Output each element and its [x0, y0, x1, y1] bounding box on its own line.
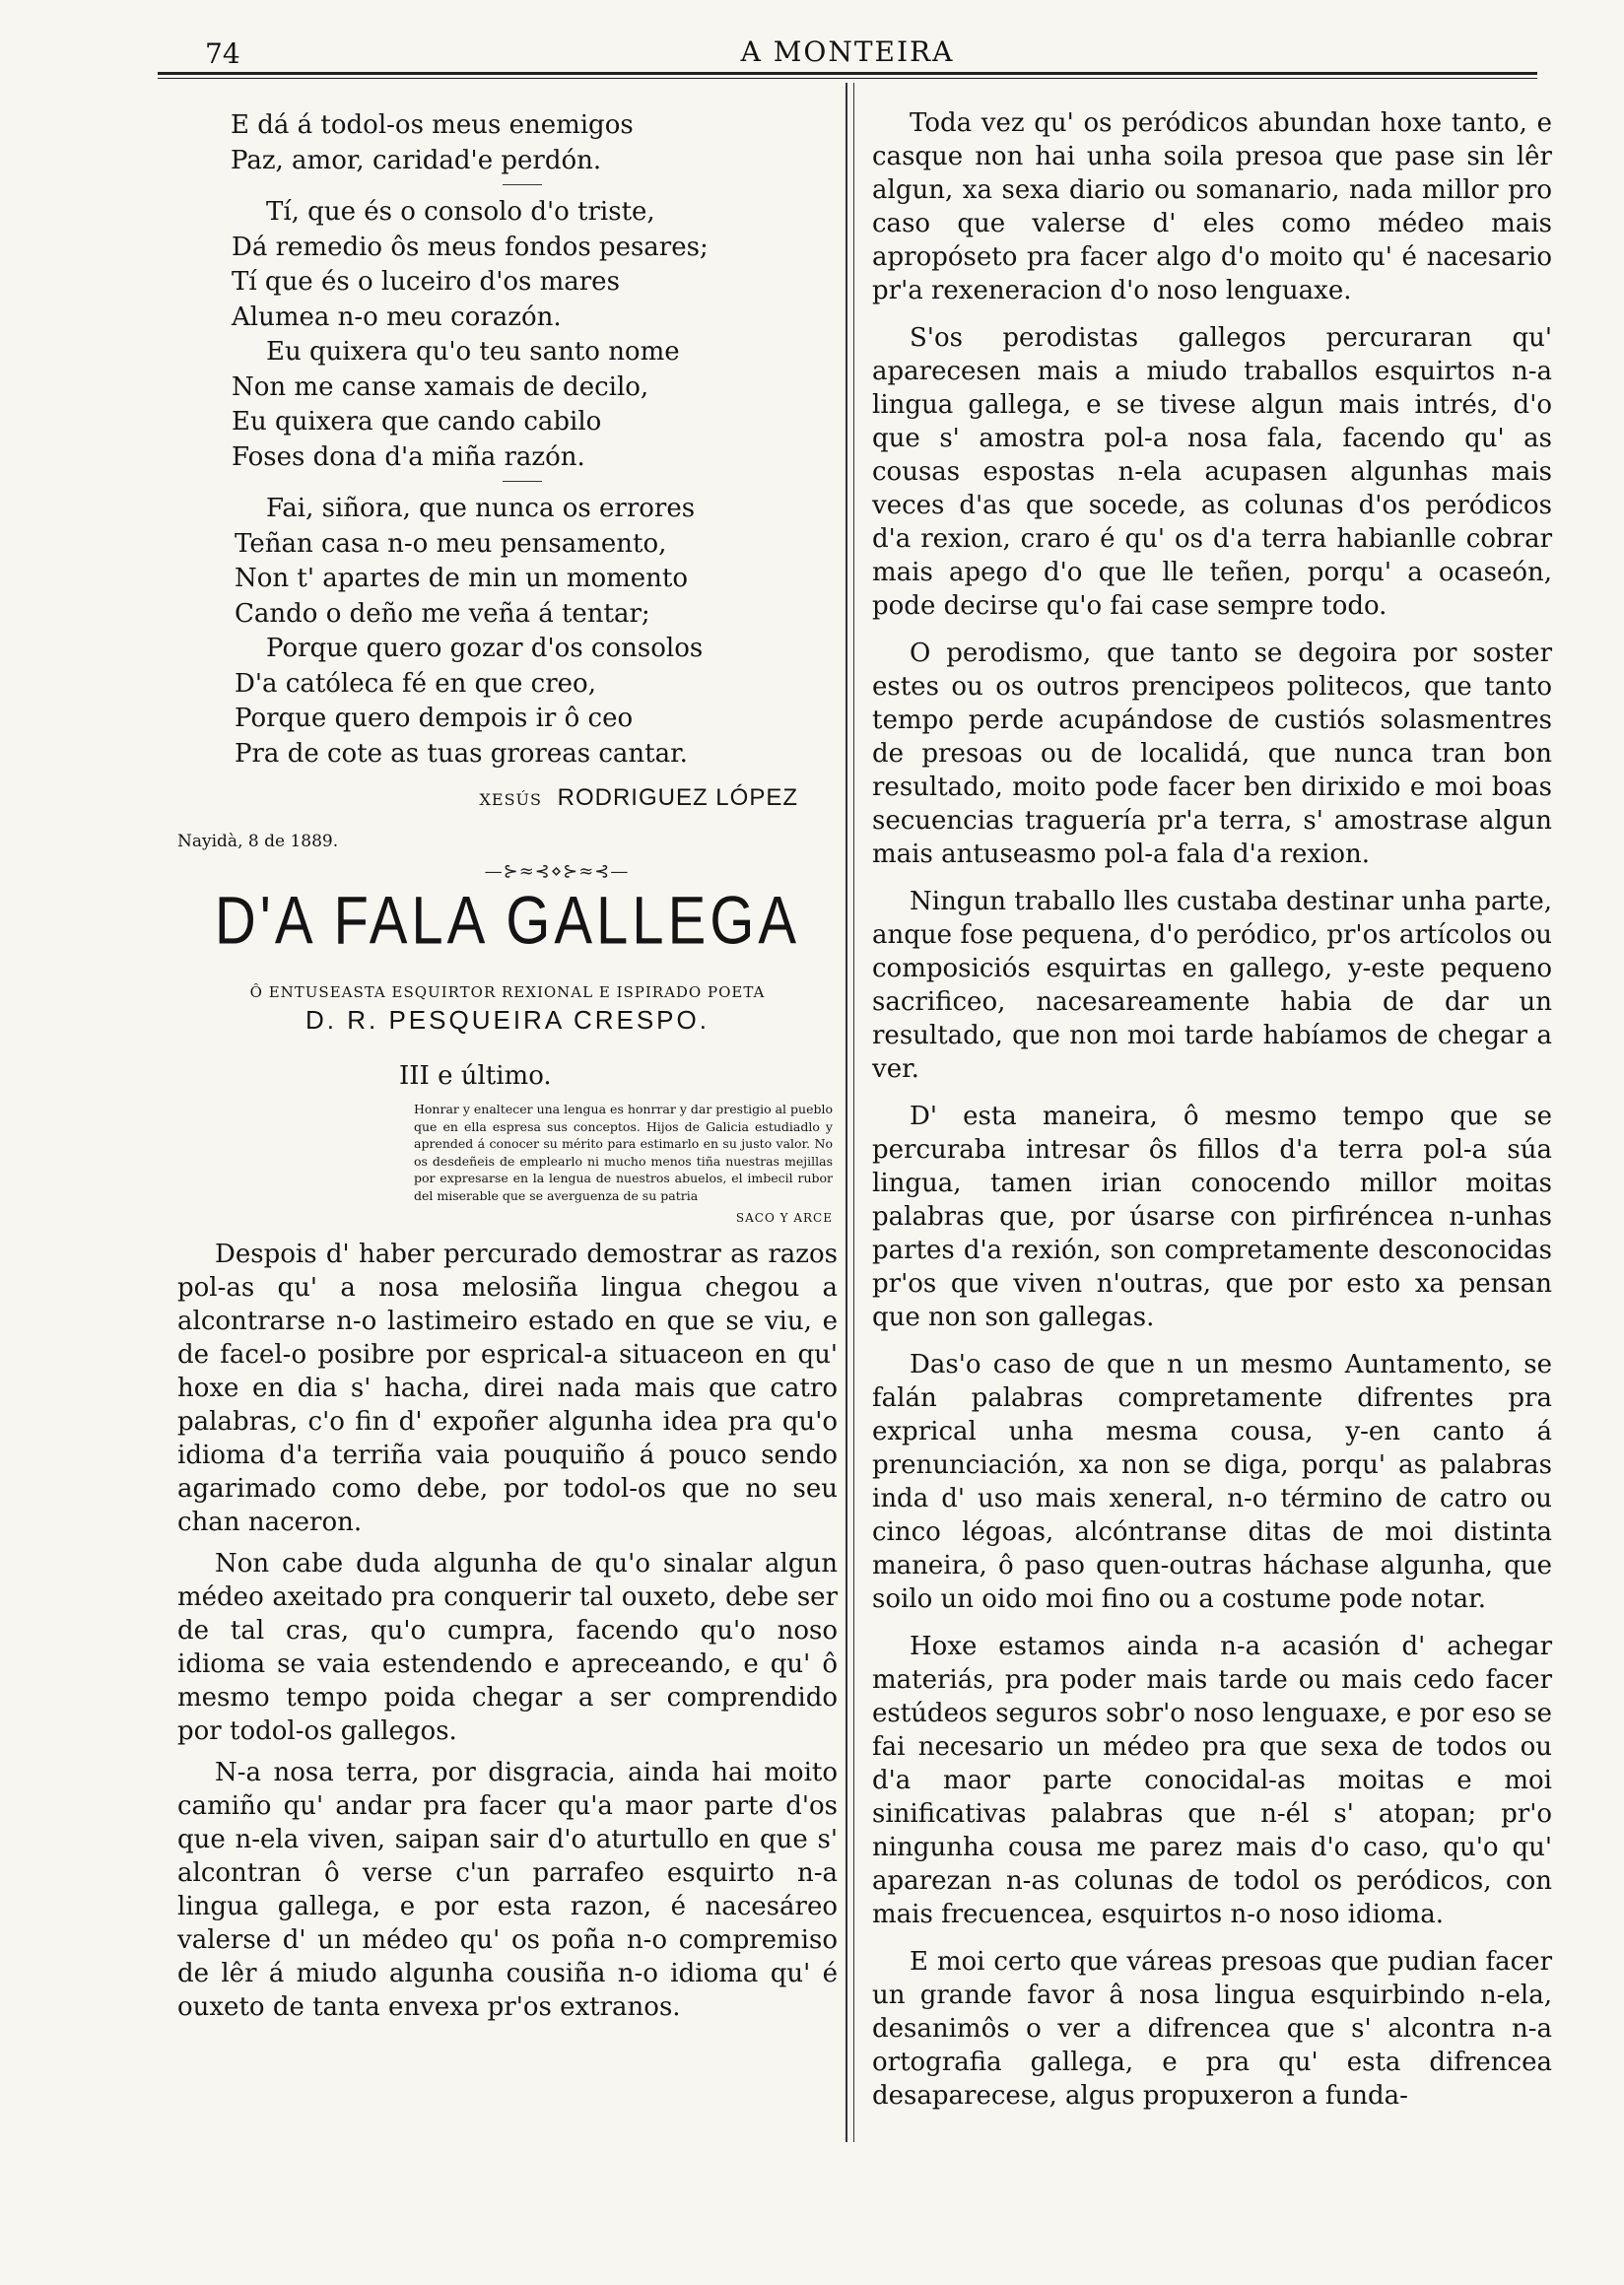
poem-line: Paz, amor, caridad'e perdón.: [231, 145, 602, 175]
article-paragraph: Despois d' haber percurado demostrar as razos pol-as qu' a nosa melosiña lingua chegou a alcontrarse n-o lastimeiro estado en que se viu, e de facel-o posibre por esprical-a situaceon en qu' hoxe en dia s' hacha, direi nada mais que catro palabras, c'o fin d' expoñer algunha idea pra qu'o idioma d'a terriña vaia pouquiño á pouco sendo agarimado como debe, por todol-os que no seu chan naceron.: [177, 1239, 838, 1537]
poem-stanza: [177, 195, 838, 475]
article-paragraph: Hoxe estamos ainda n-a acasión d' achegar materiás, pra poder mais tarde ou mais cedo facer estúdeos seguros sobr'o noso lenguaxe, e por eso se fai necesario un médeo pra que sexa de todos ou d'a maor parte conocidal-as moitas e moi sinificativas palabras que n-él s' atopan; pr'o ningunha cousa me parez mais d'o caso, qu'o qu' aparezan n-as colunas de todol os peródicos, con mais frecuencea, esquirtos n-o noso idioma.: [872, 1632, 1552, 1929]
header-rule: [158, 72, 1537, 75]
poem: [177, 108, 838, 851]
poem-line: Eu quixera qu'o teu santo nome: [266, 337, 680, 367]
poem-line: Eu quixera que cando cabilo: [232, 407, 602, 437]
poem-line: D'a católeca fé en que creo,: [235, 668, 596, 699]
poem-line: Cando o deño me veña á tentar;: [235, 598, 650, 629]
article-paragraph: E moi certo que váreas presoas que pudian facer un grande favor â nosa lingua esquirbindo n-ela, desanimôs o ver a difrencea que s' alcontra n-a ortografia gallega, e pra qu' esta difrencea desaparecese, algus propuxeron a funda-: [872, 1947, 1552, 2111]
epigraph-text: Honrar y enaltecer una lengua es honrrar y dar prestigio al pueblo que en ella espresa sus conceptos. Hijos de Galicia estudiadlo y aprended á conocer su mérito para estimarlo en su justo valor. No os desdeñeis de emplearlo ni mucho menos tiña nuestras mejillas por expresarse en la lengua de nuestros abuelos, el imbecil rubor del miserable que se averguenza de su patria: [414, 1102, 833, 1203]
article-dedicatee: D. R. PESQUEIRA CRESPO.: [305, 1005, 710, 1035]
article-paragraph: Das'o caso de que n un mesmo Auntamento, se falán palabras compretamente difrentes pra exprical unha mesma cousa, y-en canto á prenunciación, xa non se diga, porqu' as palabras inda d' uso mais xeneral, n-o término de catro ou cinco légoas, alcóntranse ditas de moi distinta maneira, ô paso quen-outras háchase algunha, que soilo un oido moi fino ou a costume pode notar.: [872, 1350, 1552, 1614]
poem-line: Teñan casa n-o meu pensamento,: [235, 528, 667, 559]
article-paragraph: Non cabe duda algunha de qu'o sinalar algun médeo axeitado pra conquerir tal ouxeto, debe ser de tal cras, qu'o cumpra, facendo qu'o noso idioma se vaia estendendo e apreceando, e qu' ô mesmo tempo poida chegar a ser comprendido por todol-os gallegos.: [177, 1548, 838, 1746]
right-column: [872, 106, 1552, 2126]
article-paragraph: Ningun traballo lles custaba destinar unha parte, anque fose pequena, d'o peródico, pr'os artícolos ou composiciós esquirtas en gallego, y-este pequeno sacrificeo, nacesareamente habia de dar un resultado, que non moi tarde habíamos de chegar a ver.: [872, 887, 1552, 1084]
article-dedication: Ô ENTUSEASTA ESQUIRTOR REXIONAL E ISPIRADO POETA: [249, 983, 766, 1001]
place-date: Nayidà, 8 de 1889.: [177, 832, 339, 851]
article-paragraph: D' esta maneira, ô mesmo tempo que se percuraba intresar ôs fillos d'a terra pol-a súa lingua, tamen irian conocendo millor moitas palabras que, por úsarse con pirfiréncea n-unhas partes d'a rexión, son compretamente desconocidas pr'os que viven n'outras, que por esto xa pensan que non son gallegas.: [872, 1102, 1552, 1332]
poem-line: Non t' apartes de min un momento: [235, 564, 689, 593]
epigraph-author: SACO Y ARCE: [735, 1211, 833, 1225]
page-header: [158, 30, 1537, 69]
poem-stanza: [177, 108, 838, 178]
header-rule-thin: [158, 78, 1537, 79]
poem-line: Foses dona d'a miña razón.: [232, 441, 585, 472]
poem-signature: [177, 783, 798, 812]
column-divider-thin: [853, 83, 854, 2142]
ornament-divider: —⊱≈⊰⋄⊱≈⊰—: [484, 861, 630, 882]
poem-line: Porque quero dempois ir ô ceo: [235, 704, 634, 733]
stanza-separator: [503, 184, 542, 185]
article-title: D'A FALA GALLEGA: [214, 883, 801, 959]
poem-line: Porque quero gozar d'os consolos: [266, 634, 704, 663]
article-part: III e último.: [399, 1061, 552, 1091]
journal-title: A MONTEIRA: [740, 35, 955, 68]
epigraph: [414, 1101, 833, 1228]
signature-first-name: XESÚS: [479, 790, 542, 809]
article-paragraph: N-a nosa terra, por disgracia, ainda hai moito camiño qu' andar pra facer qu'a maor parte d'os que n-ela viven, saipan sair d'o aturtullo en que s' alcontran ô verse c'un parrafeo esquirto n-a lingua gallega, e por esta razon, é nacesáreo valerse d' un médeo qu' os poña n-o compremiso de lêr á miudo algunha cousiña n-o idioma qu' é ouxeto de tanta envexa pr'os extranos.: [177, 1757, 838, 2022]
left-column: [177, 108, 838, 2032]
poem-line: Tí que és o luceiro d'os mares: [232, 267, 620, 297]
article-paragraph: S'os perodistas gallegos percuraran qu' aparecesen mais a miudo traballos esquirtos n-a lingua gallega, e se tivese algun mais intrés, d'o que s' amostra pol-a nosa fala, facendo qu' as cousas espostas n-ela acupasen algunhas mais veces d'as que socede, as colunas d'os peródicos d'a rexion, craro é qu' os d'a terra habianlle cobrar mais apego d'o que lle teñen, porqu' a ocaseón, pode decirse qu'o fai case sempre todo.: [872, 323, 1552, 621]
page-number: 74: [205, 37, 240, 70]
article-paragraph: O perodismo, que tanto se degoira por soster estes ou os outros prencipeos politecos, que tanto tempo perde acupándose de custiós solasmentres de presoas ou de localidá, que nunca tran bon resultado, moito pode facer ben dirixido e moi boas secuencias traguería pr'a terra, s' amostrase algun mais antuseasmo pol-a fala d'a rexion.: [872, 638, 1552, 869]
poem-line: Pra de cote as tuas groreas cantar.: [235, 738, 688, 769]
poem-line: Tí, que és o consolo d'o triste,: [266, 197, 655, 227]
stanza-separator: [503, 481, 542, 482]
column-divider: [846, 83, 847, 2142]
poem-stanza: [177, 492, 838, 772]
poem-line: Alumea n-o meu corazón.: [232, 302, 562, 332]
poem-line: E dá á todol-os meus enemigos: [231, 110, 634, 140]
signature-surname: RODRIGUEZ LÓPEZ: [557, 784, 798, 811]
poem-line: Dá remedio ôs meus fondos pesares;: [232, 232, 709, 262]
article-paragraph: Toda vez qu' os peródicos abundan hoxe tanto, e casque non hai unha soila presoa que pase sin lêr algun, xa sexa diario ou somanario, nada millor pro caso que valerse d' eles como médeo mais apropóseto pra facer algo d'o moito qu' é nacesario pr'a rexeneracion d'o noso lenguaxe.: [872, 108, 1552, 305]
poem-line: Fai, siñora, que nunca os errores: [266, 494, 696, 523]
poem-line: Non me canse xamais de decilo,: [232, 371, 649, 402]
